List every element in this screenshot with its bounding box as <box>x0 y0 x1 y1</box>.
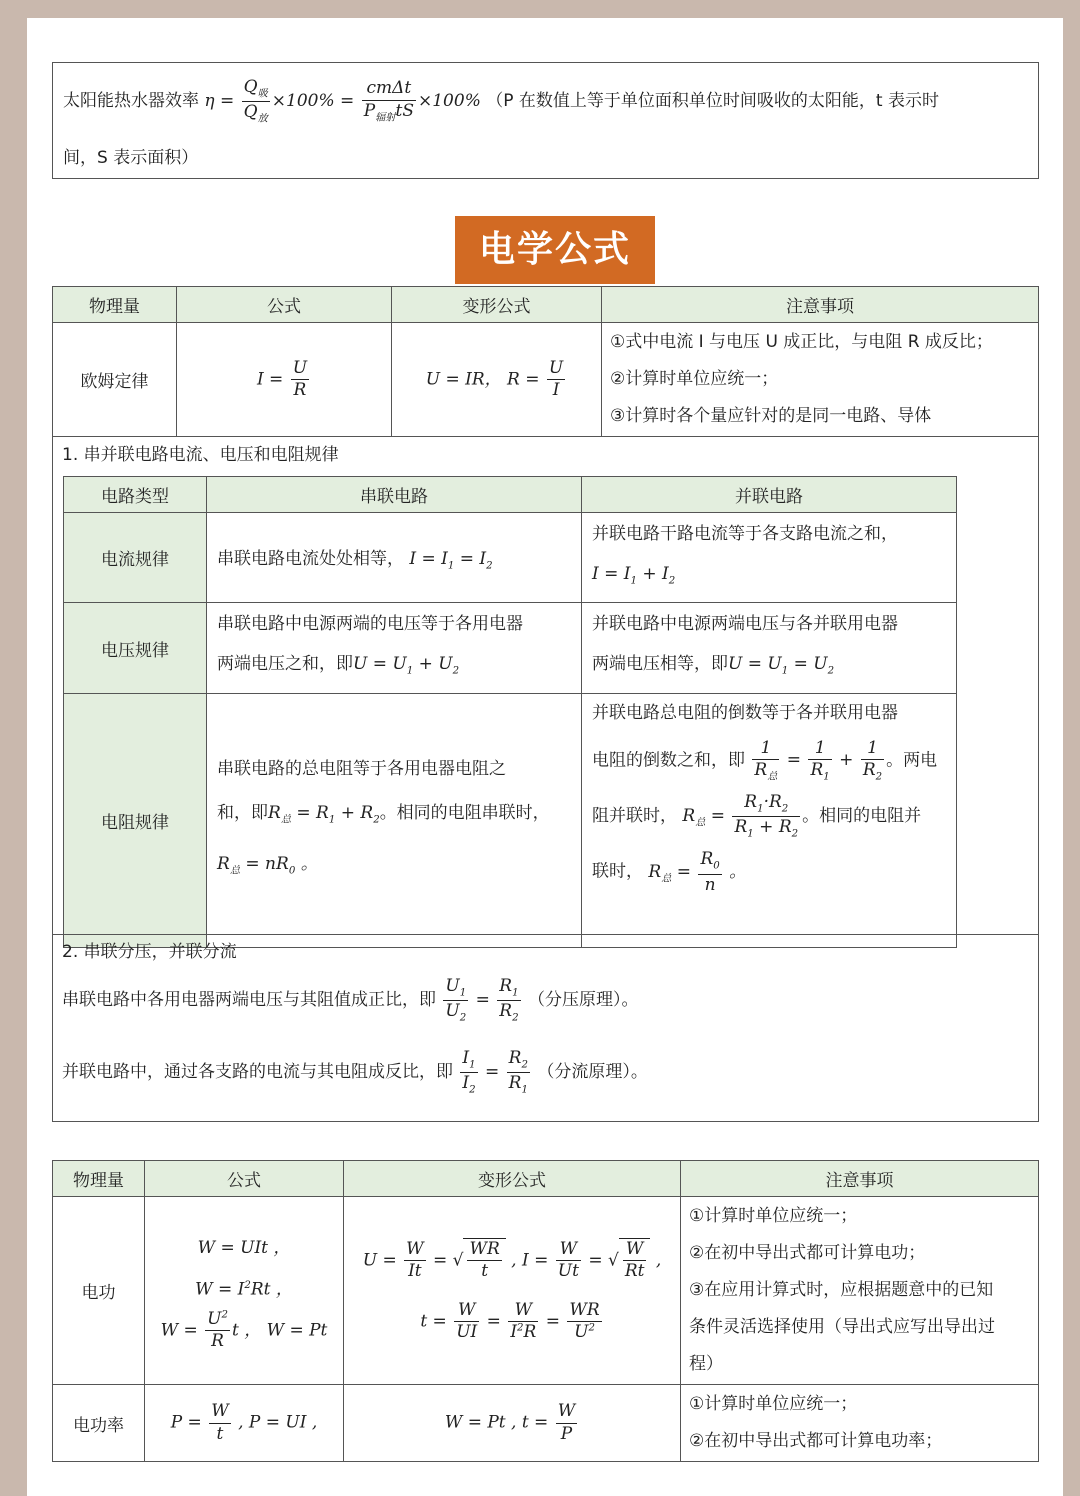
voltage-parallel-text: 并联电路中电源两端电压与各并联用电器 <box>592 614 898 635</box>
circuit-header-type: 电路类型 <box>64 477 207 513</box>
resistance-series-formula: $R_总 = R_1 + R_2$ <box>268 802 380 826</box>
solar-efficiency-box <box>52 62 1039 179</box>
resistance-parallel-text: 。两电 <box>886 750 938 771</box>
table1-header-derived: 变形公式 <box>392 287 602 323</box>
section2-text: 并联电路中，通过各支路的电流与其电阻成反比，即 <box>62 1062 453 1083</box>
work-note: ②在初中导出式都可计算电功； <box>689 1243 926 1263</box>
section2-text: 串联电路中各用电器两端电压与其阻值成正比，即 <box>62 990 436 1011</box>
section2-line2 <box>62 1048 648 1097</box>
resistance-parallel-text: 并联电路总电阻的倒数等于各并联用电器 <box>592 702 898 723</box>
section2-line1 <box>62 976 638 1025</box>
ohm-note: ③计算时各个量应针对的是同一电路、导体 <box>610 406 932 426</box>
resistance-rule-label: 电阻规律 <box>64 693 207 947</box>
work-note: 条件灵活选择使用（导出式应写出导出过 <box>689 1317 995 1337</box>
voltage-divider-formula: $\frac{U_1}{U_2}$ = $\frac{R_1}{R_2}$ <box>445 976 519 1024</box>
power-derived: W = Pt , t = $\frac{W}{P}$ <box>344 1385 681 1462</box>
resistance-parallel-text: 阻并联时， <box>592 806 677 827</box>
resistance-parallel-text: 联时， <box>592 862 643 883</box>
section-title: 电学公式 <box>455 216 655 284</box>
work-formula: W = UIt ， $W = I^2Rt$ ， W = $\frac{U^2}{R}$ t ， W = Pt <box>145 1197 344 1385</box>
solar-suffix: （P 在数值上等于单位面积单位时间吸收的太阳能，t 表示时 <box>486 91 939 112</box>
work-derived: U = $\frac{W}{It}$ = √ $\frac{WR}{t}$ , I = $\frac{W}{Ut}$ = √ $\frac{W}{Rt}$ , t = $\frac{W}{UI}$ = $\frac{W}{I^2R}$ = $\frac{WR}{U^2}$ <box>344 1197 681 1385</box>
ohm-label: 欧姆定律 <box>53 323 177 437</box>
voltage-series-text: 两端电压之和，即 <box>217 654 353 675</box>
work-label: 电功 <box>53 1197 145 1385</box>
resistance-parallel <box>582 693 957 947</box>
section2-text: （分压原理）。 <box>527 990 639 1011</box>
work-notes <box>681 1197 1039 1385</box>
current-parallel-text: 并联电路干路电流等于各支路电流之和， <box>592 524 898 544</box>
circuit-rules-box <box>52 436 1039 1122</box>
resistance-parallel-text: 电阻的倒数之和，即 <box>592 750 745 771</box>
resistance-parallel-formula: $\frac{1}{R_总}$ = $\frac{1}{R_1}$ + $\frac{1}{R_2}$ <box>754 737 883 783</box>
voltage-parallel-formula: $U = U_1 = U_2$ <box>728 654 835 677</box>
ohm-note: ②计算时单位应统一； <box>610 369 779 389</box>
resistance-series-formula2: $R_总 = nR_0$ 。 <box>217 854 318 877</box>
work-note: 程） <box>689 1354 723 1374</box>
resistance-series-text: 和，即 <box>217 802 268 823</box>
section2-title: 2. 串联分压，并联分流 <box>62 942 237 962</box>
section2-text: （分流原理）。 <box>537 1062 648 1083</box>
current-series <box>207 513 582 603</box>
power-note: ②在初中导出式都可计算电功率； <box>689 1431 943 1451</box>
resistance-series-text: 。相同的电阻串联时， <box>379 802 550 823</box>
power-formula: P = $\frac{W}{t}$ , P = UI , <box>145 1385 344 1462</box>
table1-header-notes: 注意事项 <box>602 287 1039 323</box>
solar-prefix: 太阳能热水器效率 <box>63 91 199 112</box>
resistance-parallel-text: 。相同的电阻并 <box>802 806 922 827</box>
voltage-series-formula: $U = U_1 + U_2$ <box>353 654 460 677</box>
table2-header-notes: 注意事项 <box>681 1161 1039 1197</box>
section1-title: 1. 串并联电路电流、电压和电阻规律 <box>62 445 339 465</box>
power-table <box>52 1160 1039 1462</box>
ohm-formula: I = $\frac{U}{R}$ <box>177 323 392 437</box>
work-note: ①计算时单位应统一； <box>689 1206 858 1226</box>
voltage-series-text: 串联电路中电源两端的电压等于各用电器 <box>217 614 523 635</box>
table1-header-quantity: 物理量 <box>53 287 177 323</box>
ohm-notes <box>602 323 1039 437</box>
ohm-table <box>52 286 1039 437</box>
circuit-header-parallel: 并联电路 <box>582 477 957 513</box>
ohm-note: ①式中电流 I 与电压 U 成正比，与电阻 R 成反比； <box>610 332 993 352</box>
power-label: 电功率 <box>53 1385 145 1462</box>
table1-header-formula: 公式 <box>177 287 392 323</box>
circuit-header-series: 串联电路 <box>207 477 582 513</box>
ohm-derived: U = IR， R = $\frac{U}{I}$ <box>392 323 602 437</box>
current-parallel-formula: $I = I_1 + I_2$ <box>592 564 676 587</box>
voltage-series <box>207 603 582 693</box>
resistance-parallel-formula3: $R_总$ = $\frac{R_0}{n}$ 。 <box>648 849 747 895</box>
resistance-series-text: 串联电路的总电阻等于各用电器电阻之 <box>217 758 506 779</box>
voltage-rule-label: 电压规律 <box>64 603 207 693</box>
solar-formula: η = $\frac{Q_吸}{Q_放}$ ×100% = $\frac{\text{cmΔt}}{P_{辐射}tS}$ ×100% <box>204 77 487 125</box>
voltage-parallel <box>582 603 957 693</box>
current-divider-formula: $\frac{I_1}{I_2}$ = $\frac{R_2}{R_1}$ <box>462 1048 528 1096</box>
current-series-formula: $I = I_1 = I_2$ <box>409 549 493 572</box>
current-rule-label: 电流规律 <box>64 513 207 603</box>
table2-header-derived: 变形公式 <box>344 1161 681 1197</box>
section-divider <box>53 934 1038 935</box>
table2-header-formula: 公式 <box>145 1161 344 1197</box>
resistance-series <box>207 693 582 947</box>
solar-line2: 间，S 表示面积） <box>63 148 199 168</box>
table2-header-quantity: 物理量 <box>53 1161 145 1197</box>
work-note: ③在应用计算式时，应根据题意中的已知 <box>689 1280 994 1300</box>
circuit-table <box>63 476 957 948</box>
current-parallel <box>582 513 957 603</box>
resistance-parallel-formula2: $R_总$ = $\frac{R_1\cdot R_2}{R_1 + R_2}$ <box>682 792 799 840</box>
current-series-text: 串联电路电流处处相等， <box>217 549 404 569</box>
power-note: ①计算时单位应统一； <box>689 1394 858 1414</box>
voltage-parallel-text: 两端电压相等，即 <box>592 654 728 675</box>
power-notes <box>681 1385 1039 1462</box>
